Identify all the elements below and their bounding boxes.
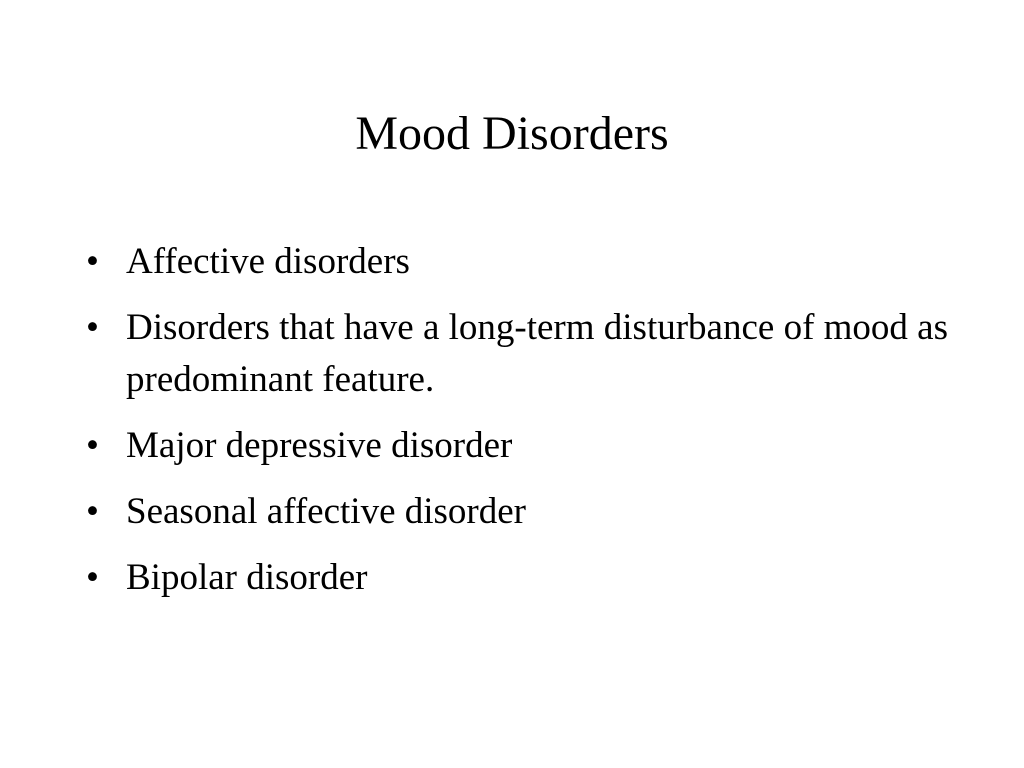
bullet-text: Disorders that have a long-term disturbance of mood as predominant feature. [126,307,948,400]
bullet-icon: • [86,241,99,282]
list-item [86,236,956,288]
bullet-text: Affective disorders [126,241,410,282]
list-item [86,552,956,604]
bullet-icon: • [86,307,99,348]
bullet-icon: • [86,557,99,598]
bullet-text: Major depressive disorder [126,425,513,466]
bullet-text: Seasonal affective disorder [126,491,526,532]
list-item [86,420,956,472]
bullet-icon: • [86,491,99,532]
slide-title: Mood Disorders [355,107,669,160]
list-item [86,302,956,406]
bullet-icon: • [86,425,99,466]
bullet-text: Bipolar disorder [126,557,368,598]
list-item [86,486,956,538]
bullet-list [86,236,956,618]
